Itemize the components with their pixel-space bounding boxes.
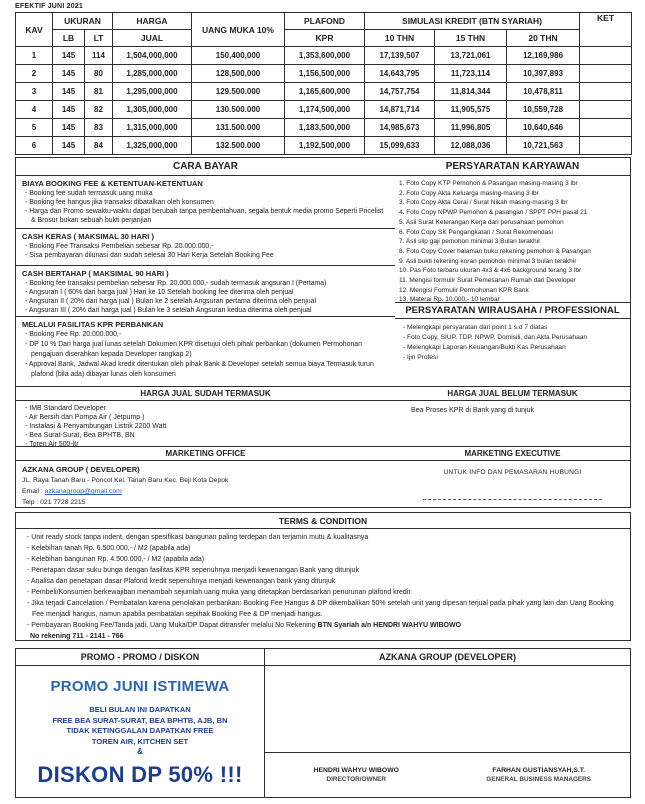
- col-header-jual: JUAL: [113, 30, 192, 47]
- cell-10thn: 15,099,633: [365, 137, 435, 155]
- signature-name: HENDRI WAHYU WIBOWO: [313, 767, 399, 774]
- cell-ket: [580, 65, 632, 83]
- booking-fee-block: [16, 176, 395, 229]
- bottom-section: [15, 648, 631, 798]
- col-header-15thn: 15 THN: [435, 30, 507, 47]
- requirement-item: 6. Foto Copy SK Pengangkatan / Surat Rekomendasi: [399, 228, 553, 236]
- developer-company-name: AZKANA GROUP ( DEVELOPER): [22, 465, 140, 474]
- cell-ket: [580, 101, 632, 119]
- terms-item: - Pembeli/Konsumen berkewajiban menambah sejumlah uang muka yang ditetapkan berdasarkan penurunan plafond kredit: [27, 589, 411, 596]
- terms-item: - Jika terjadi Cancelation / Pembatalan karena penolakan perbankan: Booking Fee Hangus & DP dikembalikan 50% setelah unit yang dipesan terjual pada pihak yang lain dan Uang Booking Fee menjadi hangus, namun apabila pembatalan sepihak Booking Fee & DP menjadi hangus.: [27, 600, 614, 618]
- promo-line: BELI BULAN INI DAPATKAN: [89, 705, 191, 714]
- cell-harga: 1,295,000,000: [113, 83, 192, 101]
- requirement-item: 9. Asli bukti rekening koran pemohon minimal 3 bulan terakhir: [399, 257, 577, 265]
- included-item: - Toren Air 500-ltr: [25, 441, 79, 448]
- terms-transfer-item: [24, 620, 622, 631]
- signature-role: DIRECTOR/OWNER: [326, 776, 387, 783]
- included-item: - Bea Surat-Surat, Bea BPHTB, BN: [25, 432, 135, 439]
- col-header-10thn: 10 THN: [365, 30, 435, 47]
- cell-lb: 145: [53, 119, 85, 137]
- persyaratan-karyawan-block: [395, 176, 630, 303]
- rekening-number: No rekening 711 - 2141 - 766: [30, 633, 124, 640]
- requirement-item: 5. Asli Surat Keterangan Kerja dari perusahaan pemohon: [399, 218, 564, 226]
- cara-bayar-header: CARA BAYAR: [16, 158, 395, 176]
- promo-title: PROMO JUNI ISTIMEWA: [50, 678, 230, 695]
- cell-ket: [580, 47, 632, 65]
- persyaratan-karyawan-header: PERSYARATAN KARYAWAN: [395, 158, 630, 176]
- cell-uang-muka: 131.500.000: [192, 119, 285, 137]
- effective-date-label: EFEKTIF JUNI 2021: [15, 3, 83, 10]
- cell-plafond: 1,165,600,000: [285, 83, 365, 101]
- cell-15thn: 11,996,805: [435, 119, 507, 137]
- harga-belum-termasuk-header: HARGA JUAL BELUM TERMASUK: [395, 387, 630, 401]
- promo-line: TOREN AIR, KITCHEN SET: [91, 736, 189, 746]
- cell-kav: 6: [16, 137, 53, 155]
- transfer-account-holder: BTN Syariah a/n HENDRI WAHYU WIBOWO: [317, 622, 462, 629]
- cell-20thn: 10,397,893: [507, 65, 580, 83]
- cara-bayar-column: [15, 157, 396, 508]
- cell-lb: 145: [53, 83, 85, 101]
- cell-uang-muka: 128,500,000: [192, 65, 285, 83]
- signature-manager: [448, 753, 631, 797]
- cell-plafond: 1,174,500,000: [285, 101, 365, 119]
- block-line: - Booking fee transaksi pembelian sebesar Rp. 20.000.000,- sudah termasuk angsuran I (Pertama): [25, 280, 327, 287]
- cell-lt: 81: [85, 83, 113, 101]
- requirement-item: 8. Foto Copy Cover halaman buku rekening pemohon & Pasangan: [399, 247, 591, 255]
- promo-header: PROMO - PROMO / DISKON: [16, 649, 265, 666]
- harga-belum-termasuk-block: [395, 401, 630, 447]
- cell-kav: 3: [16, 83, 53, 101]
- cell-20thn: 10,478,811: [507, 83, 580, 101]
- table-header-row-1: [16, 13, 632, 30]
- cell-lt: 84: [85, 137, 113, 155]
- terms-item: - Penetapan dasar suku bunga dengan fasilitas KPR sepenuhnya menjadi kewenangan Bank yang ditunjuk: [27, 567, 359, 574]
- cell-lt: 114: [85, 47, 113, 65]
- table-row: [16, 47, 632, 65]
- block-line: - Sisa pembayaran dilunasi dan sudah selesai 30 Hari Kerja Setelah Booking Fee: [25, 252, 274, 259]
- col-header-ket: KET: [580, 13, 632, 47]
- cell-lb: 145: [53, 137, 85, 155]
- block-line: - Booking fee hangus jika transaksi dibatalkan oleh konsumen: [25, 199, 214, 206]
- developer-email-line: [22, 486, 389, 497]
- cell-20thn: 12,169,986: [507, 47, 580, 65]
- cell-15thn: 11,905,575: [435, 101, 507, 119]
- cell-kav: 2: [16, 65, 53, 83]
- contact-note: UNTUK INFO DAN PEMASARAN HUBUNGI: [443, 469, 582, 476]
- requirement-item: 11. Mengisi formulir Surat Pemesanan Rumah dari Developer: [399, 277, 576, 285]
- promo-line: FREE BEA SURAT-SURAT, BEA BPHTB, AJB, BN: [52, 715, 228, 725]
- excluded-item: Bea Proses KPR di Bank yang di tunjuk: [411, 407, 534, 414]
- cell-plafond: 1,353,600,000: [285, 47, 365, 65]
- cell-lt: 82: [85, 101, 113, 119]
- promo-line: TIDAK KETINGGALAN DAPATKAN FREE: [66, 726, 214, 735]
- contact-fill-line: [423, 499, 602, 500]
- included-item: - IMB Standard Developer: [25, 405, 106, 412]
- requirement-item: - Melengkapi Laporan Keuangan/Bukti Kas Perusahaan: [403, 344, 566, 351]
- harga-termasuk-block: [16, 401, 395, 447]
- requirement-item: - Foto Copy, SIUP, TDP, NPWP, Domisili, dan Akta Perusahaan: [403, 334, 588, 341]
- marketing-executive-block: [395, 461, 630, 509]
- cell-20thn: 10,721,563: [507, 137, 580, 155]
- requirement-item: 4. Foto Copy NPWP Pemohon & pasangan / SPPT PPH pasal 21: [399, 209, 588, 217]
- cell-harga: 1,325,000,000: [113, 137, 192, 155]
- cell-uang-muka: 150,400,000: [192, 47, 285, 65]
- block-title: BIAYA BOOKING FEE & KETENTUAN-KETENTUAN: [22, 179, 203, 188]
- table-header-row-2: [16, 30, 632, 47]
- cell-20thn: 10,640,646: [507, 119, 580, 137]
- block-line: - Angsuran III ( 20% dari harga jual ) Bulan ke 3 setelah Angsuran kedua diterima oleh penjual: [25, 307, 312, 314]
- cell-uang-muka: 132.500.000: [192, 137, 285, 155]
- signature-blank-space: [265, 666, 630, 752]
- block-line: - Booking fee sudah termasuk uang muka: [25, 190, 153, 197]
- marketing-office-header: MARKETING OFFICE: [16, 447, 395, 461]
- persyaratan-wirausaha-block: [395, 319, 630, 387]
- cell-lt: 83: [85, 119, 113, 137]
- cell-uang-muka: 130.500.000: [192, 101, 285, 119]
- persyaratan-wirausaha-header: PERSYARATAN WIRAUSAHA / PROFESSIONAL: [395, 303, 630, 319]
- requirement-item: 3. Foto Copy Akta Cerai / Surat Nikah masing-masing 3 lbr: [399, 199, 568, 207]
- cell-15thn: 11,723,114: [435, 65, 507, 83]
- terms-header: TERMS & CONDITION: [16, 513, 630, 529]
- cell-15thn: 12,088,036: [435, 137, 507, 155]
- block-line: - Harga dan Promo sewaktu-waktu dapat berubah tanpa pemberitahuan, segala bentuk media promo Seperti Pricelist & Brosur bukan sebuah bukti perjanjian: [25, 208, 384, 224]
- block-line: - Angsuran II ( 20% dari harga jual ) Bulan ke 2 setelah Angsuran pertama diterima oleh penjual: [25, 298, 317, 305]
- terms-item: - Analisa dan penetapan dasar Plafond kredit sepenuhnya menjadi kewenangan bank yang ditunjuk: [27, 578, 336, 585]
- table-row: [16, 137, 632, 155]
- col-header-20thn: 20 THN: [507, 30, 580, 47]
- cell-harga: 1,315,000,000: [113, 119, 192, 137]
- signature-name: FARHAN GUSTIANSYAH,S.T.: [492, 767, 586, 774]
- signature-row: [265, 752, 630, 797]
- developer-box-header: AZKANA GROUP (DEVELOPER): [265, 649, 630, 666]
- block-title: CASH KERAS ( MAKSIMAL 30 HARI ): [22, 232, 154, 241]
- table-row: [16, 101, 632, 119]
- col-header-simulasi: SIMULASI KREDIT (BTN SYARIAH): [365, 13, 580, 30]
- requirement-item: 13. Materai Rp. 10.000,- 10 lembar: [399, 296, 500, 304]
- marketing-executive-header: MARKETING EXECUTIVE: [395, 447, 630, 461]
- included-item: - Air Bersih dan Pompa Air ( Jetpump ): [25, 414, 145, 421]
- cell-ket: [580, 137, 632, 155]
- col-header-kav: KAV: [16, 13, 53, 47]
- email-label: Email :: [22, 488, 45, 495]
- cell-plafond: 1,183,500,000: [285, 119, 365, 137]
- cell-ket: [580, 83, 632, 101]
- table-row: [16, 65, 632, 83]
- table-row: [16, 119, 632, 137]
- terms-item: - Unit ready stock tanpa indent, dengan spesifikasi bangunan paling terdepan dan terjamin mutu & kualitasnya: [27, 534, 369, 541]
- cell-harga: 1,305,000,000: [113, 101, 192, 119]
- developer-phone: Telp : 021 7728 2215: [22, 499, 86, 506]
- included-item: - Instalasi & Penyambungan Listrik 2200 Watt: [25, 423, 167, 430]
- block-line: - Booking Fee Transaksi Pembelian sebesar Rp. 20.000.000,-: [25, 243, 214, 250]
- developer-address: JL. Raya Tanah Baru - Poncol Kel. Tanah Baru Kec. Beji Kota Depok: [22, 477, 229, 484]
- block-line: - Booking Fee Rp. 20.000.000,-: [25, 331, 122, 338]
- cell-10thn: 14,757,754: [365, 83, 435, 101]
- cash-bertahap-block: [16, 266, 395, 317]
- cell-kav: 5: [16, 119, 53, 137]
- table-row: [16, 83, 632, 101]
- cell-10thn: 14,643,795: [365, 65, 435, 83]
- requirement-item: 1. Foto Copy KTP Pemohon & Pasangan masing-masing 3 lbr: [399, 180, 578, 187]
- cell-10thn: 14,985,673: [365, 119, 435, 137]
- col-header-lt: LT: [85, 30, 113, 47]
- kpr-perbankan-block: [16, 317, 395, 387]
- requirement-item: 10. Pas Foto terbaru ukuran 4x3 & 4x6 background terang 3 lbr: [399, 267, 582, 275]
- requirement-item: 7. Asli slip gaji pemohon minimal 3 Bulan terakhir: [399, 238, 541, 246]
- terms-section: [15, 512, 631, 641]
- price-table: [15, 12, 632, 155]
- cell-harga: 1,285,000,000: [113, 65, 192, 83]
- block-title: MELALUI FASILITAS KPR PERBANKAN: [22, 320, 164, 329]
- cell-ket: [580, 119, 632, 137]
- terms-body: [16, 529, 630, 645]
- requirement-item: 12. Mengisi Formulir Permohonan KPR Bank: [399, 286, 529, 294]
- col-header-kpr: KPR: [285, 30, 365, 47]
- developer-signature-area: [265, 666, 630, 797]
- requirement-item: 2. Foto Copy Akta Keluarga masing-masing 3 lbr: [399, 189, 539, 197]
- cell-15thn: 11,814,344: [435, 83, 507, 101]
- cell-lb: 145: [53, 101, 85, 119]
- cell-plafond: 1,156,500,000: [285, 65, 365, 83]
- cell-uang-muka: 129.500.000: [192, 83, 285, 101]
- block-line: - Approval Bank, Jadwal Akad kredit ditentukan oleh pihak Bank & Developer setelah semua biaya Termasuk turun plafond (bila ada) dibayar lunas oleh konsumen: [25, 361, 374, 378]
- developer-email-link[interactable]: azkanagroup@gmail.com: [44, 488, 122, 495]
- cell-15thn: 13,721,061: [435, 47, 507, 65]
- block-line: - Angsuran I ( 60% dari harga jual ) Hari ke 10 Setelah booking fee diterima oleh penjual: [25, 289, 294, 296]
- persyaratan-column: [395, 157, 631, 508]
- col-header-uang-muka: UANG MUKA 10%: [192, 13, 285, 47]
- block-line: - DP 10 % Dari harga jual lunas setelah Dokumen KPR disetujui oleh pihak perbankan (dokumen Permohonan pengajuan diserahkan kepada Developer rangkap 2): [25, 341, 362, 358]
- cell-10thn: 17,139,507: [365, 47, 435, 65]
- cell-lb: 145: [53, 47, 85, 65]
- cell-harga: 1,504,000,000: [113, 47, 192, 65]
- harga-termasuk-header: HARGA JUAL SUDAH TERMASUK: [16, 387, 395, 401]
- signature-role: GENERAL BUSINESS MANAGERS: [486, 776, 592, 783]
- terms-item: - Kelebihan tanah Rp. 6.500.000,- / M2 (apabila ada): [27, 545, 191, 552]
- cell-20thn: 10,559,728: [507, 101, 580, 119]
- col-header-ukuran: UKURAN: [53, 13, 113, 30]
- terms-item: - Kelebihan bangunan Rp. 4.500.000,- / M2 (apabila ada): [27, 556, 205, 563]
- col-header-plafond: PLAFOND: [285, 13, 365, 30]
- cell-10thn: 14,871,714: [365, 101, 435, 119]
- col-header-lb: LB: [53, 30, 85, 47]
- marketing-office-block: [16, 461, 395, 509]
- requirement-item: - Melengkapi persyaratan dari point 1 s.d 7 diatas: [403, 324, 548, 331]
- block-title: CASH BERTAHAP ( MAKSIMAL 90 HARI ): [22, 269, 169, 278]
- col-header-harga: HARGA: [113, 13, 192, 30]
- cell-lb: 145: [53, 65, 85, 83]
- cell-kav: 1: [16, 47, 53, 65]
- cell-kav: 4: [16, 101, 53, 119]
- transfer-text: - Pembayaran Booking Fee/Tanda jadi, Uang Muka/DP Dapat ditransfer melalui No Rekening: [27, 622, 318, 629]
- cell-lt: 80: [85, 65, 113, 83]
- signature-director: [265, 753, 448, 797]
- cell-plafond: 1,192,500,000: [285, 137, 365, 155]
- promo-content: [16, 666, 265, 797]
- promo-discount: DISKON DP 50% !!!: [37, 762, 243, 787]
- requirement-item: - Ijin Profesi: [403, 354, 438, 361]
- cash-keras-block: [16, 229, 395, 266]
- promo-ampersand: &: [137, 747, 143, 756]
